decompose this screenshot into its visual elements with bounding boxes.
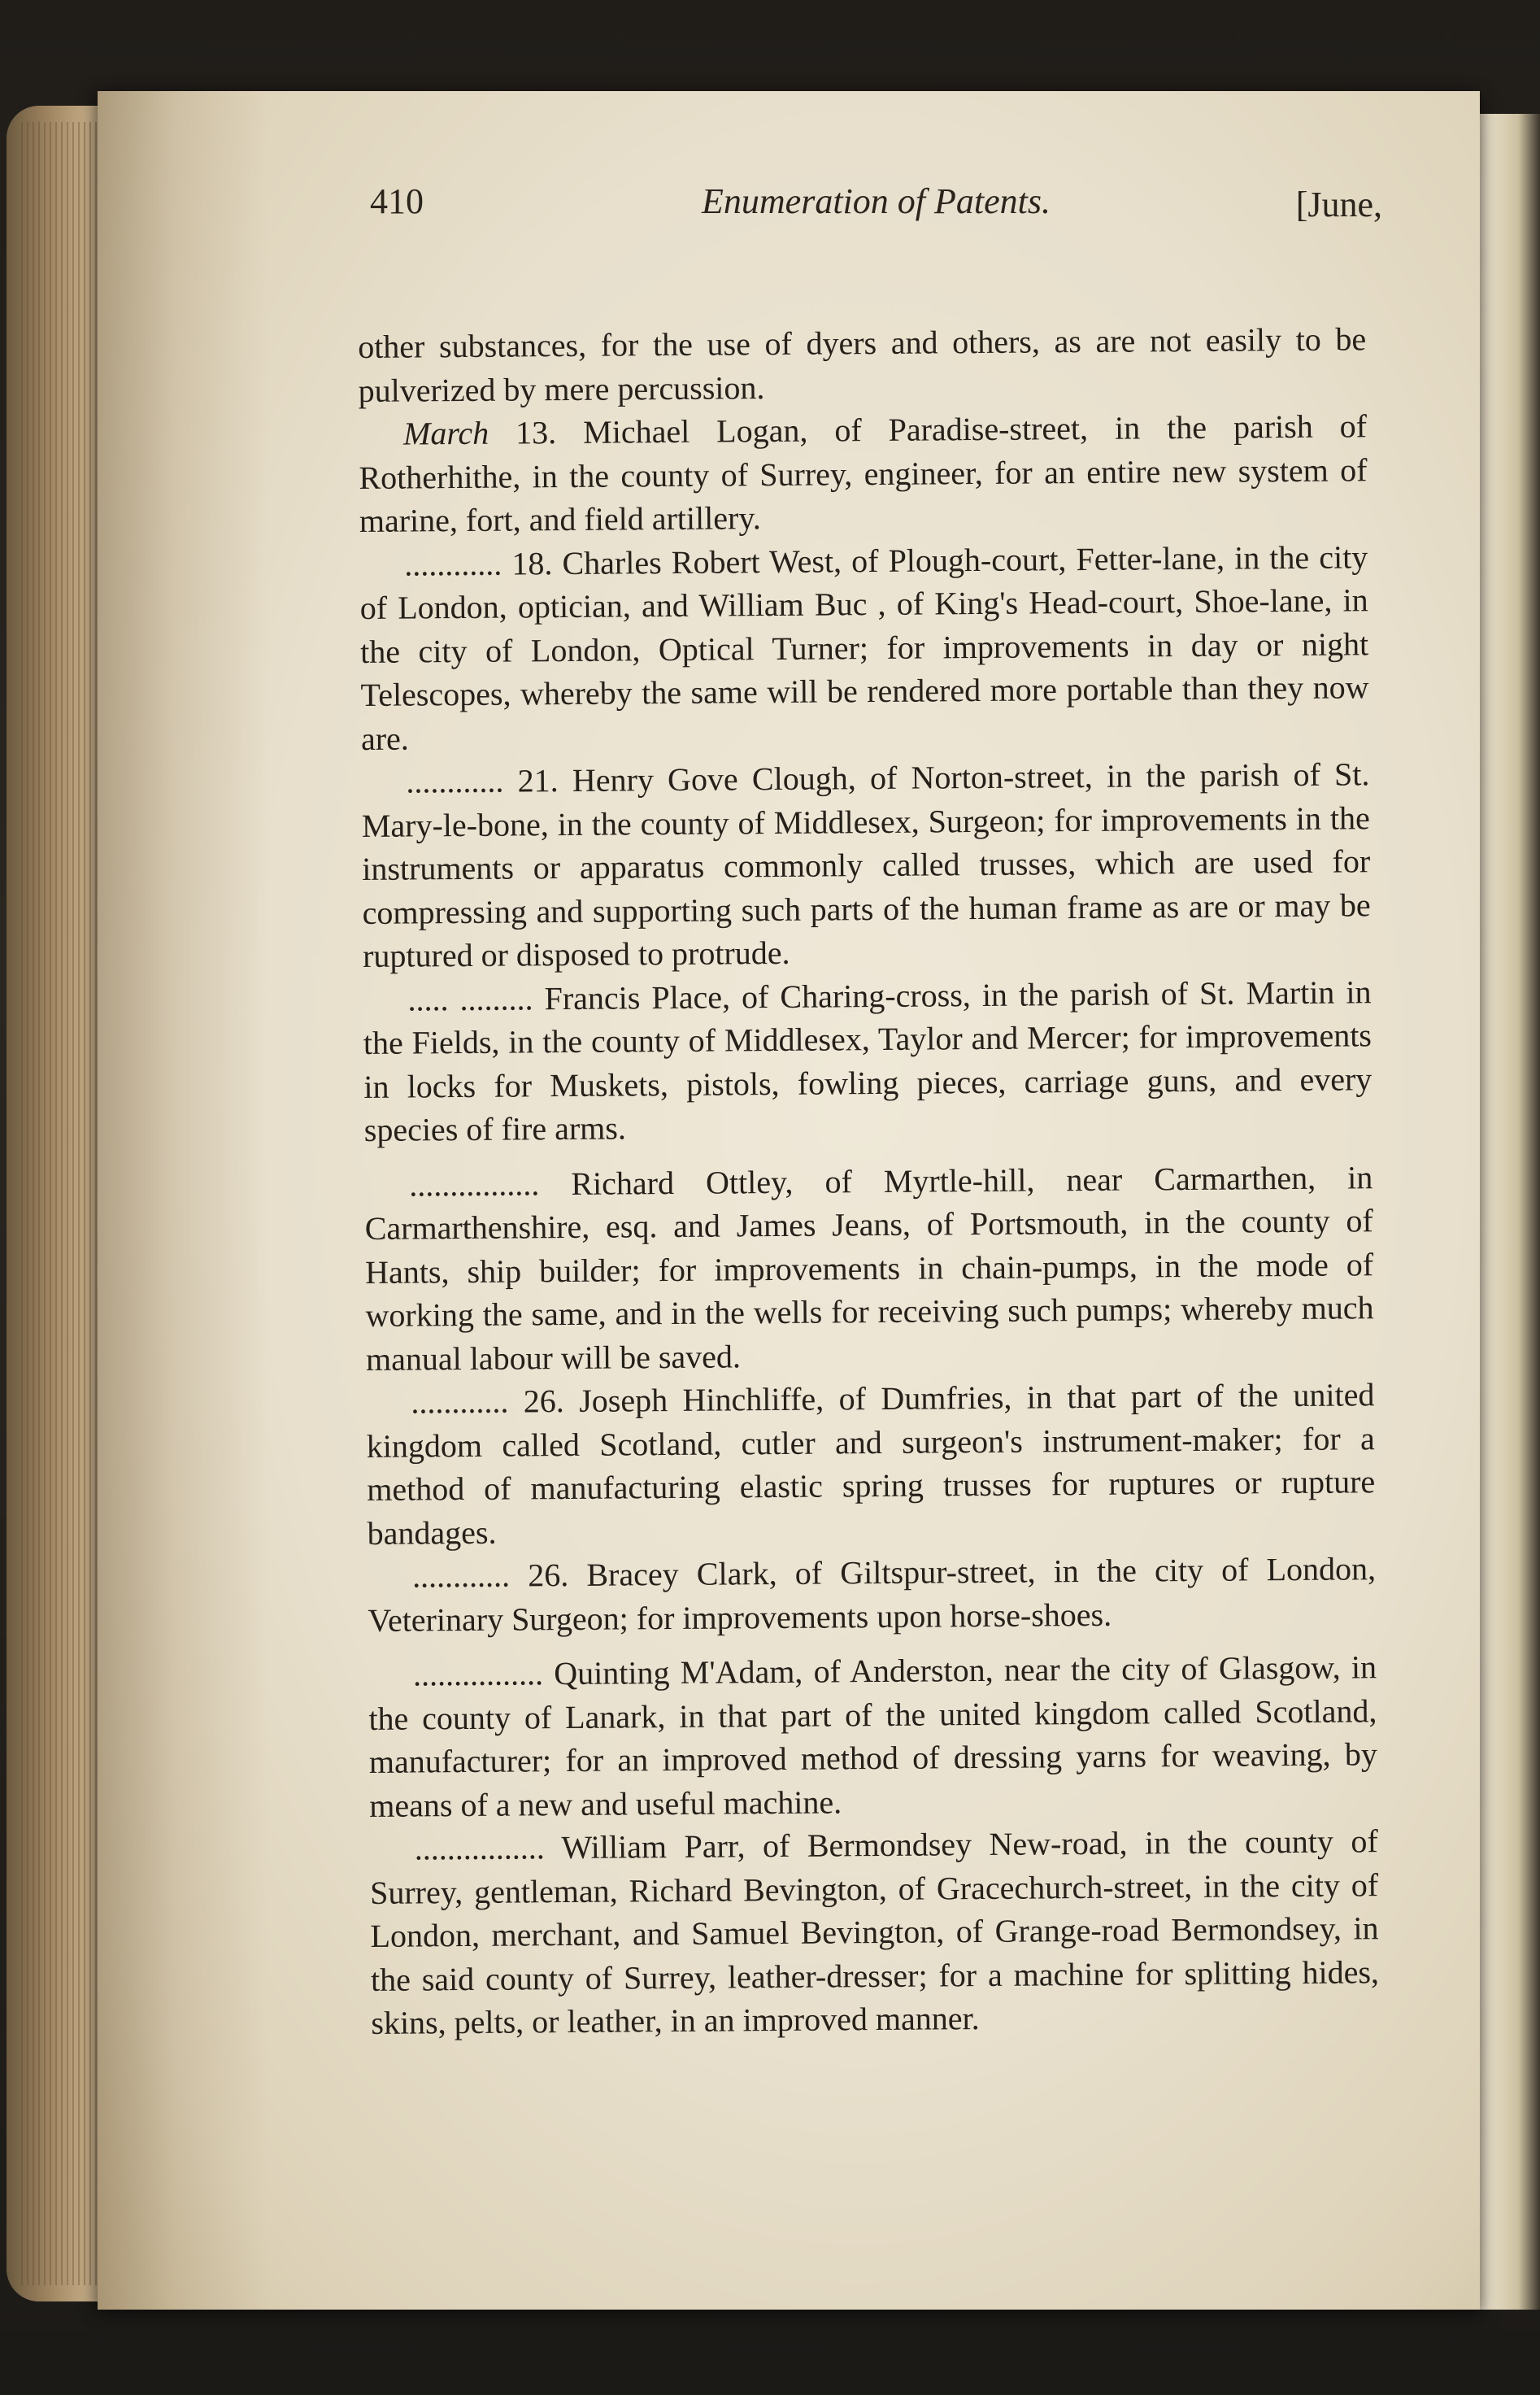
running-title: Enumeration of Patents.	[702, 181, 1051, 221]
patent-entry	[359, 535, 1369, 760]
patent-entry	[364, 1156, 1374, 1381]
entry-text: ............ 26. Bracey Clark, of Giltspur-street, in the city of London, Veterinary Surgeon; for improvements upon horse-shoes.	[368, 1550, 1377, 1639]
patent-entry-continuation	[358, 317, 1367, 412]
patent-entry	[368, 1547, 1377, 1642]
patent-entry	[361, 752, 1371, 978]
patent-entry	[366, 1373, 1376, 1555]
entry-text: other substances, for the use of dyers and others, as are not easily to be pulverized by mere percussion.	[358, 320, 1367, 409]
entry-text: ............ 26. Joseph Hinchliffe, of Dumfries, in that part of the united kingdom called Scotland, cutler and surgeon's instrument-maker; for a method of manufacturing elastic spring trusses for ruptures or rupture bandages.	[366, 1376, 1376, 1552]
entry-month: March	[402, 414, 489, 452]
entry-text: 13. Michael Logan, of Paradise-street, in the parish of Rotherhithe, in the county of Surrey, engineer, for an entire new system of marine, fort, and field artillery.	[359, 407, 1368, 539]
entry-text: ............ 21. Henry Gove Clough, of Norton-street, in the parish of St. Mary-le-bone, in the county of Middlesex, Surgeon; for improvements in the instruments or apparatus commonly called trusses, which are used for compressing and supporting such parts of the human frame as are or may be ruptured or disposed to protrude.	[361, 756, 1371, 974]
entry-text: ..... ......... Francis Place, of Charing-cross, in the parish of St. Martin in the Fields, in the county of Middlesex, Taylor and Mercer; for improvements in locks for Muskets, pistols, fowling pieces, carriage guns, and every species of fire arms.	[363, 973, 1373, 1148]
page-number: 410	[370, 181, 424, 221]
entry-text: ............ 18. Charles Robert West, of Plough-court, Fetter-lane, in the city of London, optician, and William Buc , of King's Head-court, Shoe-lane, in the city of London, Optical Turner; for improvements in day or night Telescopes, whereby the same will be rendered more portable than they now are.	[359, 538, 1369, 757]
running-month: [June,	[1295, 185, 1382, 224]
patent-list	[358, 317, 1380, 2044]
running-head	[370, 172, 1382, 229]
patent-entry	[359, 404, 1368, 542]
entry-text: ................ Quinting M'Adam, of Anderston, near the city of Glasgow, in the county of Lanark, in that part of the united kingdom called Scotland, manufacturer; for an improved method of dressing yarns for weaving, by means of a new and useful machine.	[368, 1648, 1378, 1824]
patent-entry	[370, 1819, 1380, 2044]
patent-entry	[368, 1645, 1378, 1827]
patent-entry	[363, 970, 1373, 1152]
gutter-shadow	[98, 91, 268, 2310]
entry-text: ................ Richard Ottley, of Myrtle-hill, near Carmarthen, in Carmarthenshire, esq. and James Jeans, of Portsmouth, in the county of Hants, ship builder; for improvements in chain-pumps, in the mode of working the same, and in the wells for receiving such pumps; whereby much manual labour will be saved.	[364, 1158, 1374, 1378]
entry-text: ................ William Parr, of Bermondsey New-road, in the county of Surrey, gentleman, Richard Bevington, of Gracechurch-street, in the city of London, merchant, and Samuel Bevington, of Grange-road Bermondsey, in the said county of Surrey, leather-dresser; for a machine for splitting hides, skins, pelts, or leather, in an improved manner.	[369, 1822, 1380, 2041]
